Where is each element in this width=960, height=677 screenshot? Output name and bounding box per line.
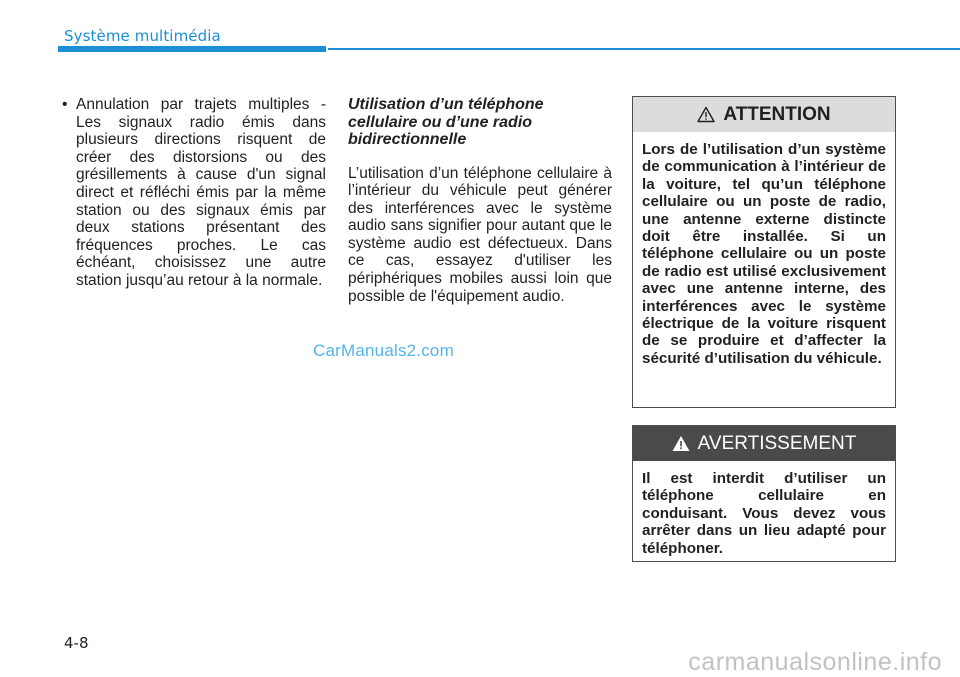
warning-header: [633, 426, 895, 461]
middle-column: [348, 96, 612, 305]
warning-outline-icon: [697, 106, 715, 123]
attention-box: [632, 96, 896, 408]
left-column: [62, 96, 326, 290]
header-rule: [328, 48, 960, 50]
bullet-dot: •: [62, 96, 68, 113]
attention-text: Lors de l’utilisation d’un système de communication à l’intérieur de la voiture, tel qu’un téléphone cellulaire ou un poste de radio, une antenne externe distincte doit être installée. Si un téléphone cellulaire ou un poste de radio est utilisé exclusivement avec une antenne interne, des interférences avec le système électrique de la voiture risquent de se produire et d’affecter la sécurité d’utilisation du véhicule.: [642, 141, 886, 367]
header-accent-bar: [58, 46, 326, 52]
page-number: 4-8: [64, 634, 89, 652]
section-title: Système multimédia: [64, 27, 221, 45]
bullet-item: [62, 96, 326, 290]
attention-title: ATTENTION: [723, 103, 831, 125]
warning-box: [632, 425, 896, 562]
warning-title: AVERTISSEMENT: [697, 432, 857, 454]
subsection-body: L’utilisation d’un téléphone cellulaire à l’intérieur du véhicule peut générer des interférences avec le système audio sans signifier pour autant que le système audio est défectueux. Dans ce cas, essayez d'utiliser les périphériques mobiles aussi loin que possible de l'équipement audio.: [348, 164, 612, 305]
warning-text: Il est interdit d’utiliser un téléphone cellulaire en conduisant. Vous devez vous arrêter dans un lieu adapté pour téléphoner.: [642, 470, 886, 557]
bullet-text: Annulation par trajets multiples - Les signaux radio émis dans plusieurs directions risquent de créer des distorsions ou des grésillements à cause d'un signal direct et réfléchi émis par la même station ou des signaux émis par deux stations présentant des fréquences proches. Le cas échéant, choisissez une autre station jusqu’au retour à la normale.: [76, 96, 326, 289]
warning-filled-icon: [672, 435, 690, 452]
subsection-heading: Utilisation d’un téléphone cellulaire ou d’une radio bidirectionnelle: [348, 96, 544, 148]
watermark-text: CarManuals2.com: [313, 341, 454, 360]
attention-header: [633, 97, 895, 132]
footer-site-text: carmanualsonline.info: [688, 648, 942, 676]
